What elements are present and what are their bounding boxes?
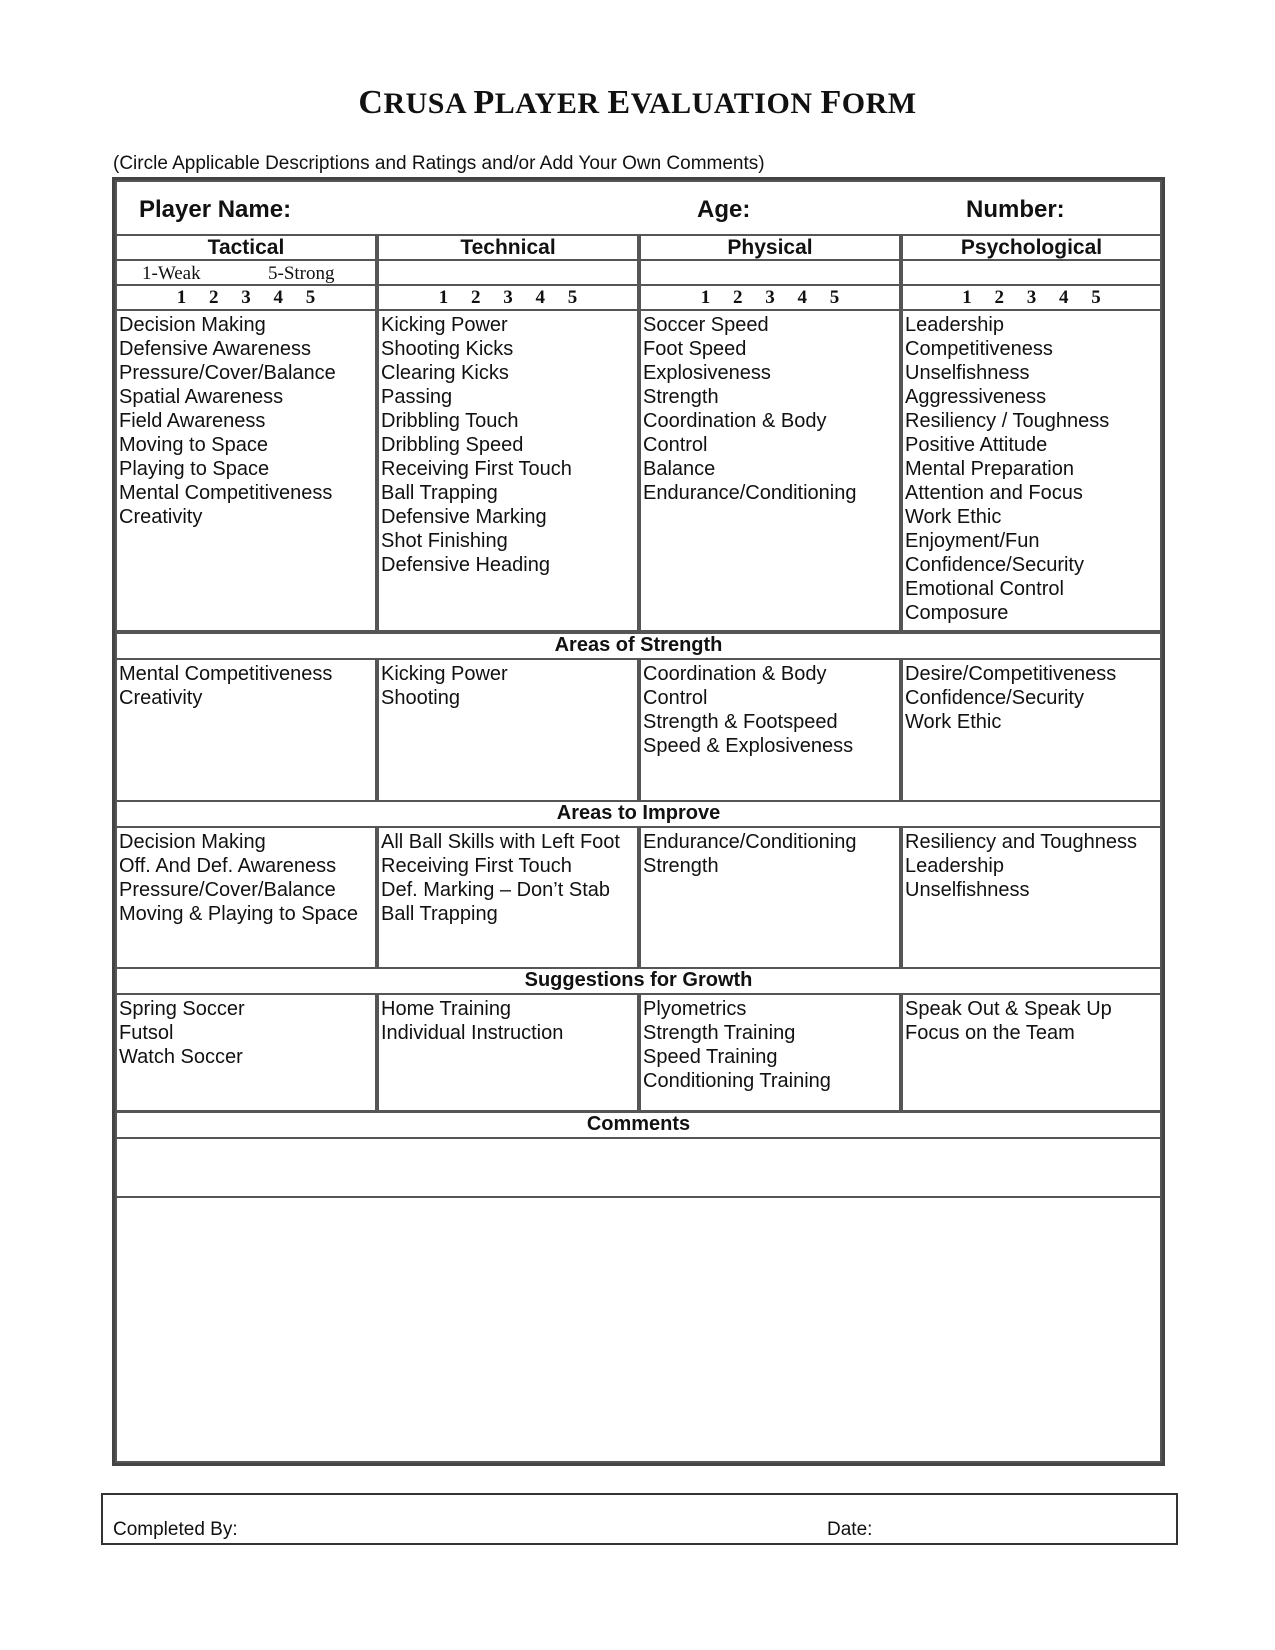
list-item[interactable]: Enjoyment/Fun (905, 530, 1040, 552)
list-item[interactable]: Ball Trapping (381, 482, 498, 504)
suggestions-for-growth-psychological (901, 993, 1162, 1112)
list-item[interactable]: Strength & Footspeed (643, 711, 838, 733)
list-item[interactable]: Pressure/Cover/Balance (119, 879, 336, 901)
list-item[interactable]: Home Training (381, 998, 512, 1020)
rating-scale-psychological[interactable]: 1 2 3 4 5 (901, 284, 1162, 311)
rating-scale-tactical[interactable]: 1 2 3 4 5 (115, 284, 377, 311)
scale-cell-psychological (901, 259, 1162, 286)
section-header-suggestions-for-growth: Suggestions for Growth (115, 967, 1162, 995)
list-item[interactable]: Shot Finishing (381, 530, 508, 552)
number-label: Number: (966, 196, 1065, 223)
list-item[interactable]: Decision Making (119, 831, 266, 853)
rating-scale-technical[interactable]: 1 2 3 4 5 (377, 284, 639, 311)
areas-of-strength-list (903, 660, 1160, 734)
list-item[interactable]: Kicking Power (381, 314, 508, 336)
list-item[interactable]: Dribbling Speed (381, 434, 524, 456)
areas-of-strength-technical (377, 658, 639, 802)
list-item[interactable]: Control (643, 434, 708, 456)
list-item[interactable]: Mental Competitiveness (119, 482, 333, 504)
list-item[interactable]: Foot Speed (643, 338, 747, 360)
scale-strong-label: 5-Strong (268, 263, 335, 284)
completed-by-label: Completed By: (113, 1519, 238, 1540)
list-item[interactable]: Explosiveness (643, 362, 771, 384)
list-item[interactable]: All Ball Skills with Left Foot (381, 831, 620, 853)
description-list-tactical (117, 311, 375, 529)
list-item[interactable]: Composure (905, 602, 1009, 624)
instructions: (Circle Applicable Descriptions and Ratings and/or Add Your Own Comments) (113, 153, 765, 174)
list-item[interactable]: Work Ethic (905, 711, 1002, 733)
list-item[interactable]: Pressure/Cover/Balance (119, 362, 336, 384)
description-list-psychological (903, 311, 1160, 625)
areas-of-strength-physical (639, 658, 901, 802)
list-item[interactable]: Soccer Speed (643, 314, 769, 336)
descriptions-tactical (115, 309, 377, 632)
player-info-row (115, 180, 1162, 236)
areas-of-strength-list (117, 660, 375, 710)
column-header-physical: Physical (639, 234, 901, 261)
suggestions-for-growth-list (641, 995, 899, 1093)
list-item[interactable]: Endurance/Conditioning (643, 831, 857, 853)
description-list-technical (379, 311, 637, 577)
list-item[interactable]: Creativity (119, 687, 203, 709)
areas-to-improve-list (379, 828, 637, 926)
list-item[interactable]: Conditioning Training (643, 1070, 831, 1092)
list-item[interactable]: Shooting Kicks (381, 338, 514, 360)
areas-to-improve-psychological (901, 826, 1162, 969)
section-header-areas-to-improve: Areas to Improve (115, 800, 1162, 828)
areas-of-strength-psychological (901, 658, 1162, 802)
list-item[interactable]: Speed Training (643, 1046, 778, 1068)
list-item[interactable]: Confidence/Security (905, 554, 1084, 576)
areas-to-improve-list (117, 828, 375, 926)
column-header-technical: Technical (377, 234, 639, 261)
list-item[interactable]: Competitiveness (905, 338, 1053, 360)
list-item[interactable]: Speak Out & Speak Up (905, 998, 1112, 1020)
list-item[interactable]: Plyometrics (643, 998, 747, 1020)
column-header-psychological: Psychological (901, 234, 1162, 261)
signature-box (101, 1493, 1178, 1545)
player-name-label: Player Name: (139, 196, 292, 223)
list-item[interactable]: Work Ethic (905, 506, 1002, 528)
suggestions-for-growth-physical (639, 993, 901, 1112)
list-item[interactable]: Strength Training (643, 1022, 796, 1044)
areas-to-improve-technical (377, 826, 639, 969)
evaluation-form (112, 177, 1165, 1466)
areas-to-improve-list (641, 828, 899, 878)
scale-weak-label: 1-Weak (142, 263, 201, 284)
list-item[interactable]: Attention and Focus (905, 482, 1083, 504)
areas-of-strength-list (641, 660, 899, 758)
suggestions-for-growth-tactical (115, 993, 377, 1112)
list-item[interactable]: Watch Soccer (119, 1046, 243, 1068)
areas-to-improve-physical (639, 826, 901, 969)
list-item[interactable]: Aggressiveness (905, 386, 1047, 408)
description-list-physical (641, 311, 899, 505)
section-header-comments: Comments (115, 1111, 1162, 1139)
list-item[interactable]: Coordination & Body (643, 663, 827, 685)
descriptions-technical (377, 309, 639, 632)
list-item[interactable]: Off. And Def. Awareness (119, 855, 337, 877)
list-item[interactable]: Shooting (381, 687, 460, 709)
list-item[interactable]: Dribbling Touch (381, 410, 519, 432)
list-item[interactable]: Leadership (905, 314, 1004, 336)
comments-area[interactable] (115, 1196, 1162, 1463)
suggestions-for-growth-list (903, 995, 1160, 1045)
descriptions-physical (639, 309, 901, 632)
list-item[interactable]: Balance (643, 458, 716, 480)
scale-cell-physical (639, 259, 901, 286)
list-item[interactable]: Spatial Awareness (119, 386, 284, 408)
list-item[interactable]: Clearing Kicks (381, 362, 509, 384)
list-item[interactable]: Receiving First Touch (381, 458, 572, 480)
areas-to-improve-tactical (115, 826, 377, 969)
list-item[interactable]: Coordination & Body (643, 410, 827, 432)
suggestions-for-growth-technical (377, 993, 639, 1112)
list-item[interactable]: Individual Instruction (381, 1022, 564, 1044)
list-item[interactable]: Defensive Heading (381, 554, 550, 576)
list-item[interactable]: Confidence/Security (905, 687, 1084, 709)
list-item[interactable]: Field Awareness (119, 410, 266, 432)
list-item[interactable]: Defensive Marking (381, 506, 547, 528)
list-item[interactable]: Resiliency and Toughness (905, 831, 1138, 853)
list-item[interactable]: Unselfishness (905, 362, 1030, 384)
list-item[interactable]: Futsol (119, 1022, 174, 1044)
list-item[interactable]: Spring Soccer (119, 998, 245, 1020)
areas-to-improve-list (903, 828, 1160, 902)
list-item[interactable]: Desire/Competitiveness (905, 663, 1117, 685)
list-item[interactable]: Def. Marking – Don’t Stab (381, 879, 610, 901)
list-item[interactable]: Unselfishness (905, 879, 1030, 901)
form-title: CRUSA PLAYER EVALUATION FORM (358, 84, 917, 121)
section-header-areas-of-strength: Areas of Strength (115, 632, 1162, 660)
column-header-tactical: Tactical (115, 234, 377, 261)
list-item[interactable]: Leadership (905, 855, 1004, 877)
list-item[interactable]: Playing to Space (119, 458, 270, 480)
list-item[interactable]: Ball Trapping (381, 903, 498, 925)
list-item[interactable]: Creativity (119, 506, 203, 528)
descriptions-psychological (901, 309, 1162, 632)
list-item[interactable]: Strength (643, 855, 719, 877)
list-item[interactable]: Speed & Explosiveness (643, 735, 854, 757)
list-item[interactable]: Kicking Power (381, 663, 508, 685)
suggestions-for-growth-list (117, 995, 375, 1069)
list-item[interactable]: Passing (381, 386, 453, 408)
areas-of-strength-tactical (115, 658, 377, 802)
date-label: Date: (827, 1519, 873, 1540)
suggestions-for-growth-list (379, 995, 637, 1045)
rating-scale-physical[interactable]: 1 2 3 4 5 (639, 284, 901, 311)
list-item[interactable]: Positive Attitude (905, 434, 1048, 456)
list-item[interactable]: Decision Making (119, 314, 266, 336)
list-item[interactable]: Receiving First Touch (381, 855, 572, 877)
scale-cell-tactical (115, 259, 377, 286)
list-item[interactable]: Moving & Playing to Space (119, 903, 359, 925)
scale-cell-technical (377, 259, 639, 286)
areas-of-strength-list (379, 660, 637, 710)
list-item[interactable]: Strength (643, 386, 719, 408)
list-item[interactable]: Defensive Awareness (119, 338, 311, 360)
list-item[interactable]: Control (643, 687, 708, 709)
list-item[interactable]: Endurance/Conditioning (643, 482, 857, 504)
comments-spacer (115, 1137, 1162, 1198)
list-item[interactable]: Emotional Control (905, 578, 1064, 600)
list-item[interactable]: Moving to Space (119, 434, 268, 456)
list-item[interactable]: Mental Preparation (905, 458, 1074, 480)
age-label: Age: (697, 196, 751, 223)
list-item[interactable]: Mental Competitiveness (119, 663, 333, 685)
list-item[interactable]: Focus on the Team (905, 1022, 1075, 1044)
list-item[interactable]: Resiliency / Toughness (905, 410, 1110, 432)
